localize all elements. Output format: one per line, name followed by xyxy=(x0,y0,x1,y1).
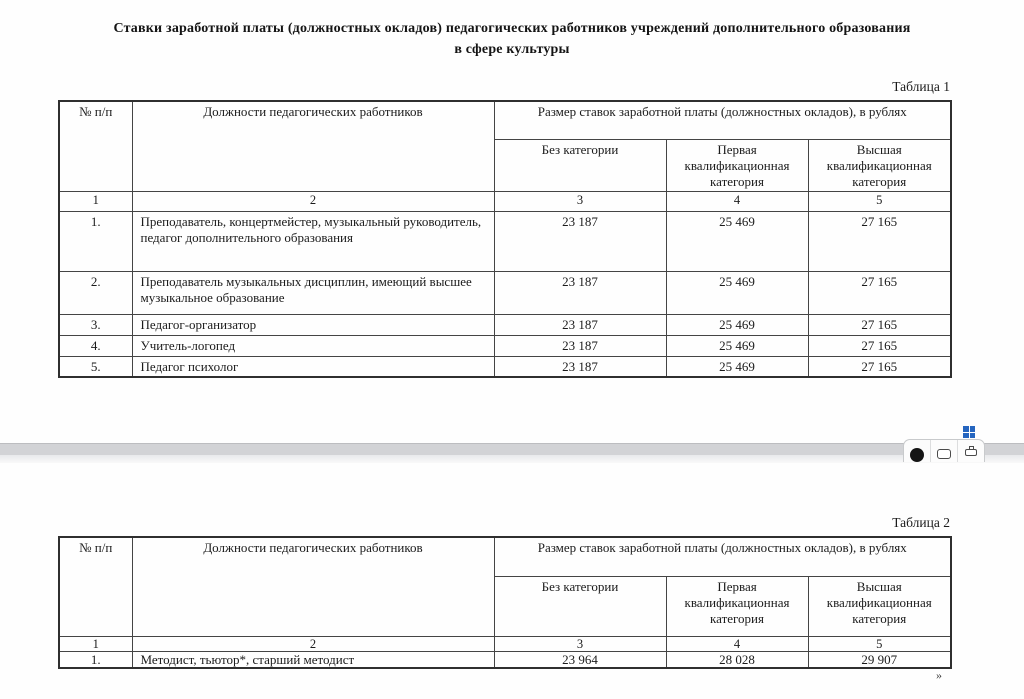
document-title: Ставки заработной платы (должностных окладов) педагогических работников учреждений дополнительного образования в сфере культуры xyxy=(113,21,911,57)
table2-header-highest-category: Высшая квалификационная категория xyxy=(808,576,951,636)
table1-header-size-group-text: Размер ставок заработной платы (должностных окладов), в рублях xyxy=(537,104,907,119)
table-row xyxy=(59,356,951,377)
table1-header-positions: Должности педагогических работников xyxy=(132,101,494,191)
row-first-category: 28 028 xyxy=(666,651,808,668)
row-no-category: 23 187 xyxy=(494,356,666,377)
table2-header-num: № п/п xyxy=(59,537,132,636)
index-cell: 2 xyxy=(132,191,494,211)
row-num: 2. xyxy=(59,271,132,314)
table1-header-size-group xyxy=(494,101,951,139)
row-no-category: 23 187 xyxy=(494,335,666,356)
row-highest-category: 27 165 xyxy=(808,314,951,335)
index-cell: 1 xyxy=(59,191,132,211)
row-highest-category: 27 165 xyxy=(808,356,951,377)
index-cell: 3 xyxy=(494,191,666,211)
table2-index-row xyxy=(59,636,951,651)
row-first-category: 25 469 xyxy=(666,211,808,271)
row-num: 5. xyxy=(59,356,132,377)
table1-header-num: № п/п xyxy=(59,101,132,191)
row-position: Педагог-организатор xyxy=(132,314,494,335)
table1-header-first-category: Первая квалификационная категория xyxy=(666,139,808,191)
row-highest-category: 29 907 xyxy=(808,651,951,668)
row-highest-category: 27 165 xyxy=(808,211,951,271)
table2-header-row xyxy=(59,537,951,576)
grid-square xyxy=(970,433,975,438)
row-highest-category: 27 165 xyxy=(808,271,951,314)
table-row xyxy=(59,335,951,356)
row-first-category: 25 469 xyxy=(666,314,808,335)
table2-header-size-group-text: Размер ставок заработной платы (должностных окладов), в рублях xyxy=(537,540,907,555)
dark-mode-button[interactable] xyxy=(904,440,930,462)
viewer-floating-toolbar[interactable] xyxy=(903,439,985,462)
row-no-category: 23 187 xyxy=(494,271,666,314)
row-position: Учитель-логопед xyxy=(132,335,494,356)
monitor-icon xyxy=(937,449,951,459)
circle-icon xyxy=(910,448,924,462)
printer-icon xyxy=(965,446,977,456)
index-cell: 4 xyxy=(666,191,808,211)
row-num: 1. xyxy=(59,211,132,271)
table1-index-row xyxy=(59,191,951,211)
row-no-category: 23 964 xyxy=(494,651,666,668)
fit-page-button[interactable] xyxy=(930,440,957,462)
table-row xyxy=(59,271,951,314)
index-cell: 3 xyxy=(494,636,666,651)
table1-caption: Таблица 1 xyxy=(892,79,950,94)
index-cell: 5 xyxy=(808,191,951,211)
salary-table-1 xyxy=(58,100,952,378)
table1-header-no-category: Без категории xyxy=(494,139,666,191)
table2-header-no-category: Без категории xyxy=(494,576,666,636)
row-no-category: 23 187 xyxy=(494,211,666,271)
table2-header-positions: Должности педагогических работников xyxy=(132,537,494,636)
table-row xyxy=(59,211,951,271)
row-position: Методист, тьютор*, старший методист xyxy=(132,651,494,668)
table2-header-size-group xyxy=(494,537,951,576)
grid-square xyxy=(963,426,969,432)
salary-table-2 xyxy=(58,536,952,669)
row-num: 1. xyxy=(59,651,132,668)
printer-icon-body xyxy=(965,449,977,456)
table2-header-first-category: Первая квалификационная категория xyxy=(666,576,808,636)
print-button[interactable] xyxy=(957,440,984,462)
row-no-category: 23 187 xyxy=(494,314,666,335)
row-highest-category: 27 165 xyxy=(808,335,951,356)
index-cell: 1 xyxy=(59,636,132,651)
row-first-category: 25 469 xyxy=(666,335,808,356)
index-cell: 4 xyxy=(666,636,808,651)
row-num: 4. xyxy=(59,335,132,356)
table2-caption: Таблица 2 xyxy=(892,515,950,530)
index-cell: 5 xyxy=(808,636,951,651)
page-gap-band xyxy=(0,443,1024,455)
row-first-category: 25 469 xyxy=(666,356,808,377)
row-first-category: 25 469 xyxy=(666,271,808,314)
grid-square xyxy=(970,426,975,432)
row-position: Преподаватель, концертмейстер, музыкальный руководитель, педагог дополнительного образования xyxy=(132,211,494,271)
index-cell: 2 xyxy=(132,636,494,651)
table-row xyxy=(59,651,951,668)
row-num: 3. xyxy=(59,314,132,335)
grid-square xyxy=(963,433,969,438)
blue-grid-icon[interactable] xyxy=(963,426,976,439)
row-position: Педагог психолог xyxy=(132,356,494,377)
table1-header-row xyxy=(59,101,951,139)
table1-header-highest-category: Высшая квалификационная категория xyxy=(808,139,951,191)
table-row xyxy=(59,314,951,335)
row-position: Преподаватель музыкальных дисциплин, имеющий высшее музыкальное образование xyxy=(132,271,494,314)
continuation-mark: » xyxy=(936,668,942,682)
